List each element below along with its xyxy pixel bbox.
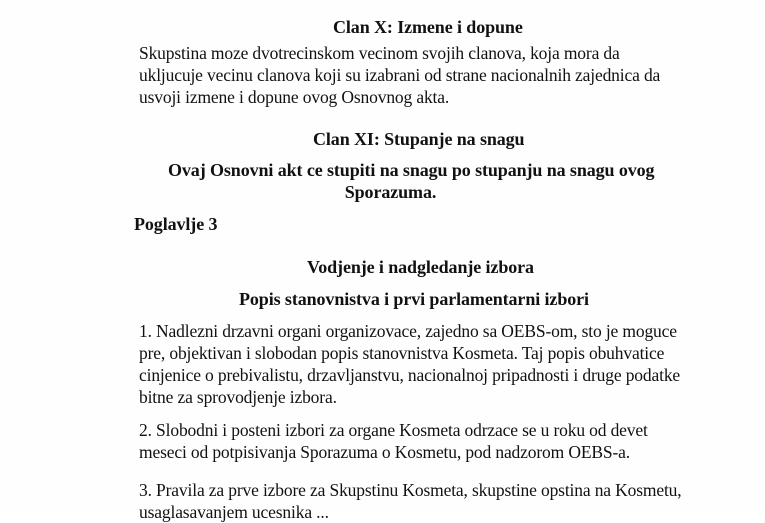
text-line: Sporazuma. (344, 182, 437, 202)
text-line: meseci od potpisivanja Sporazuma o Kosmetu, pod nadzorom OEBS-a. (139, 442, 630, 462)
text-line: usvoji izmene i dopune ovog Osnovnog akta. (139, 87, 450, 107)
text-line: 1. Nadlezni drzavni organi organizovace, zajedno sa OEBS-om, sto je moguce (139, 321, 677, 341)
text-line: Skupstina moze dvotrecinskom vecinom svojih clanova, koja mora da (139, 43, 620, 63)
text-line: Ovaj Osnovni akt ce stupiti na snagu po stupanju na snagu ovog (168, 160, 655, 180)
article-x-heading: Clan X: Izmene i dopune (333, 17, 523, 37)
paragraph-2 (139, 419, 699, 463)
text-line: 2. Slobodni i posteni izbori za organe Kosmeta odrzace se u roku od devet (139, 420, 648, 440)
text-line: bitne za sprovodjenje izbora. (139, 387, 337, 407)
article-x-body (139, 42, 699, 108)
paragraph-3 (139, 479, 699, 523)
chapter-title: Vodjenje i nadgledanje izbora (307, 257, 534, 277)
text-line: pre, objektivan i slobodan popis stanovnistva Kosmeta. Taj popis obuhvatice (139, 343, 665, 363)
text-line: usaglasavanjem ucesnika ... (139, 502, 329, 522)
text-line: cinjenice o prebivalistu, drzavljanstvu, nacionalnoj pripadnosti i druge podatke (139, 365, 681, 385)
text-line: ukljucuje vecinu clanova koji su izabrani od strane nacionalnih zajednica da (139, 65, 661, 85)
article-xi-heading: Clan XI: Stupanje na snagu (313, 129, 525, 149)
chapter-subtitle: Popis stanovnistva i prvi parlamentarni izbori (239, 289, 589, 309)
text-line: 3. Pravila za prve izbore za Skupstinu Kosmeta, skupstine opstina na Kosmetu, (139, 480, 682, 500)
chapter-label: Poglavlje 3 (134, 214, 218, 234)
article-xi-body (168, 159, 655, 203)
paragraph-1 (139, 320, 699, 408)
